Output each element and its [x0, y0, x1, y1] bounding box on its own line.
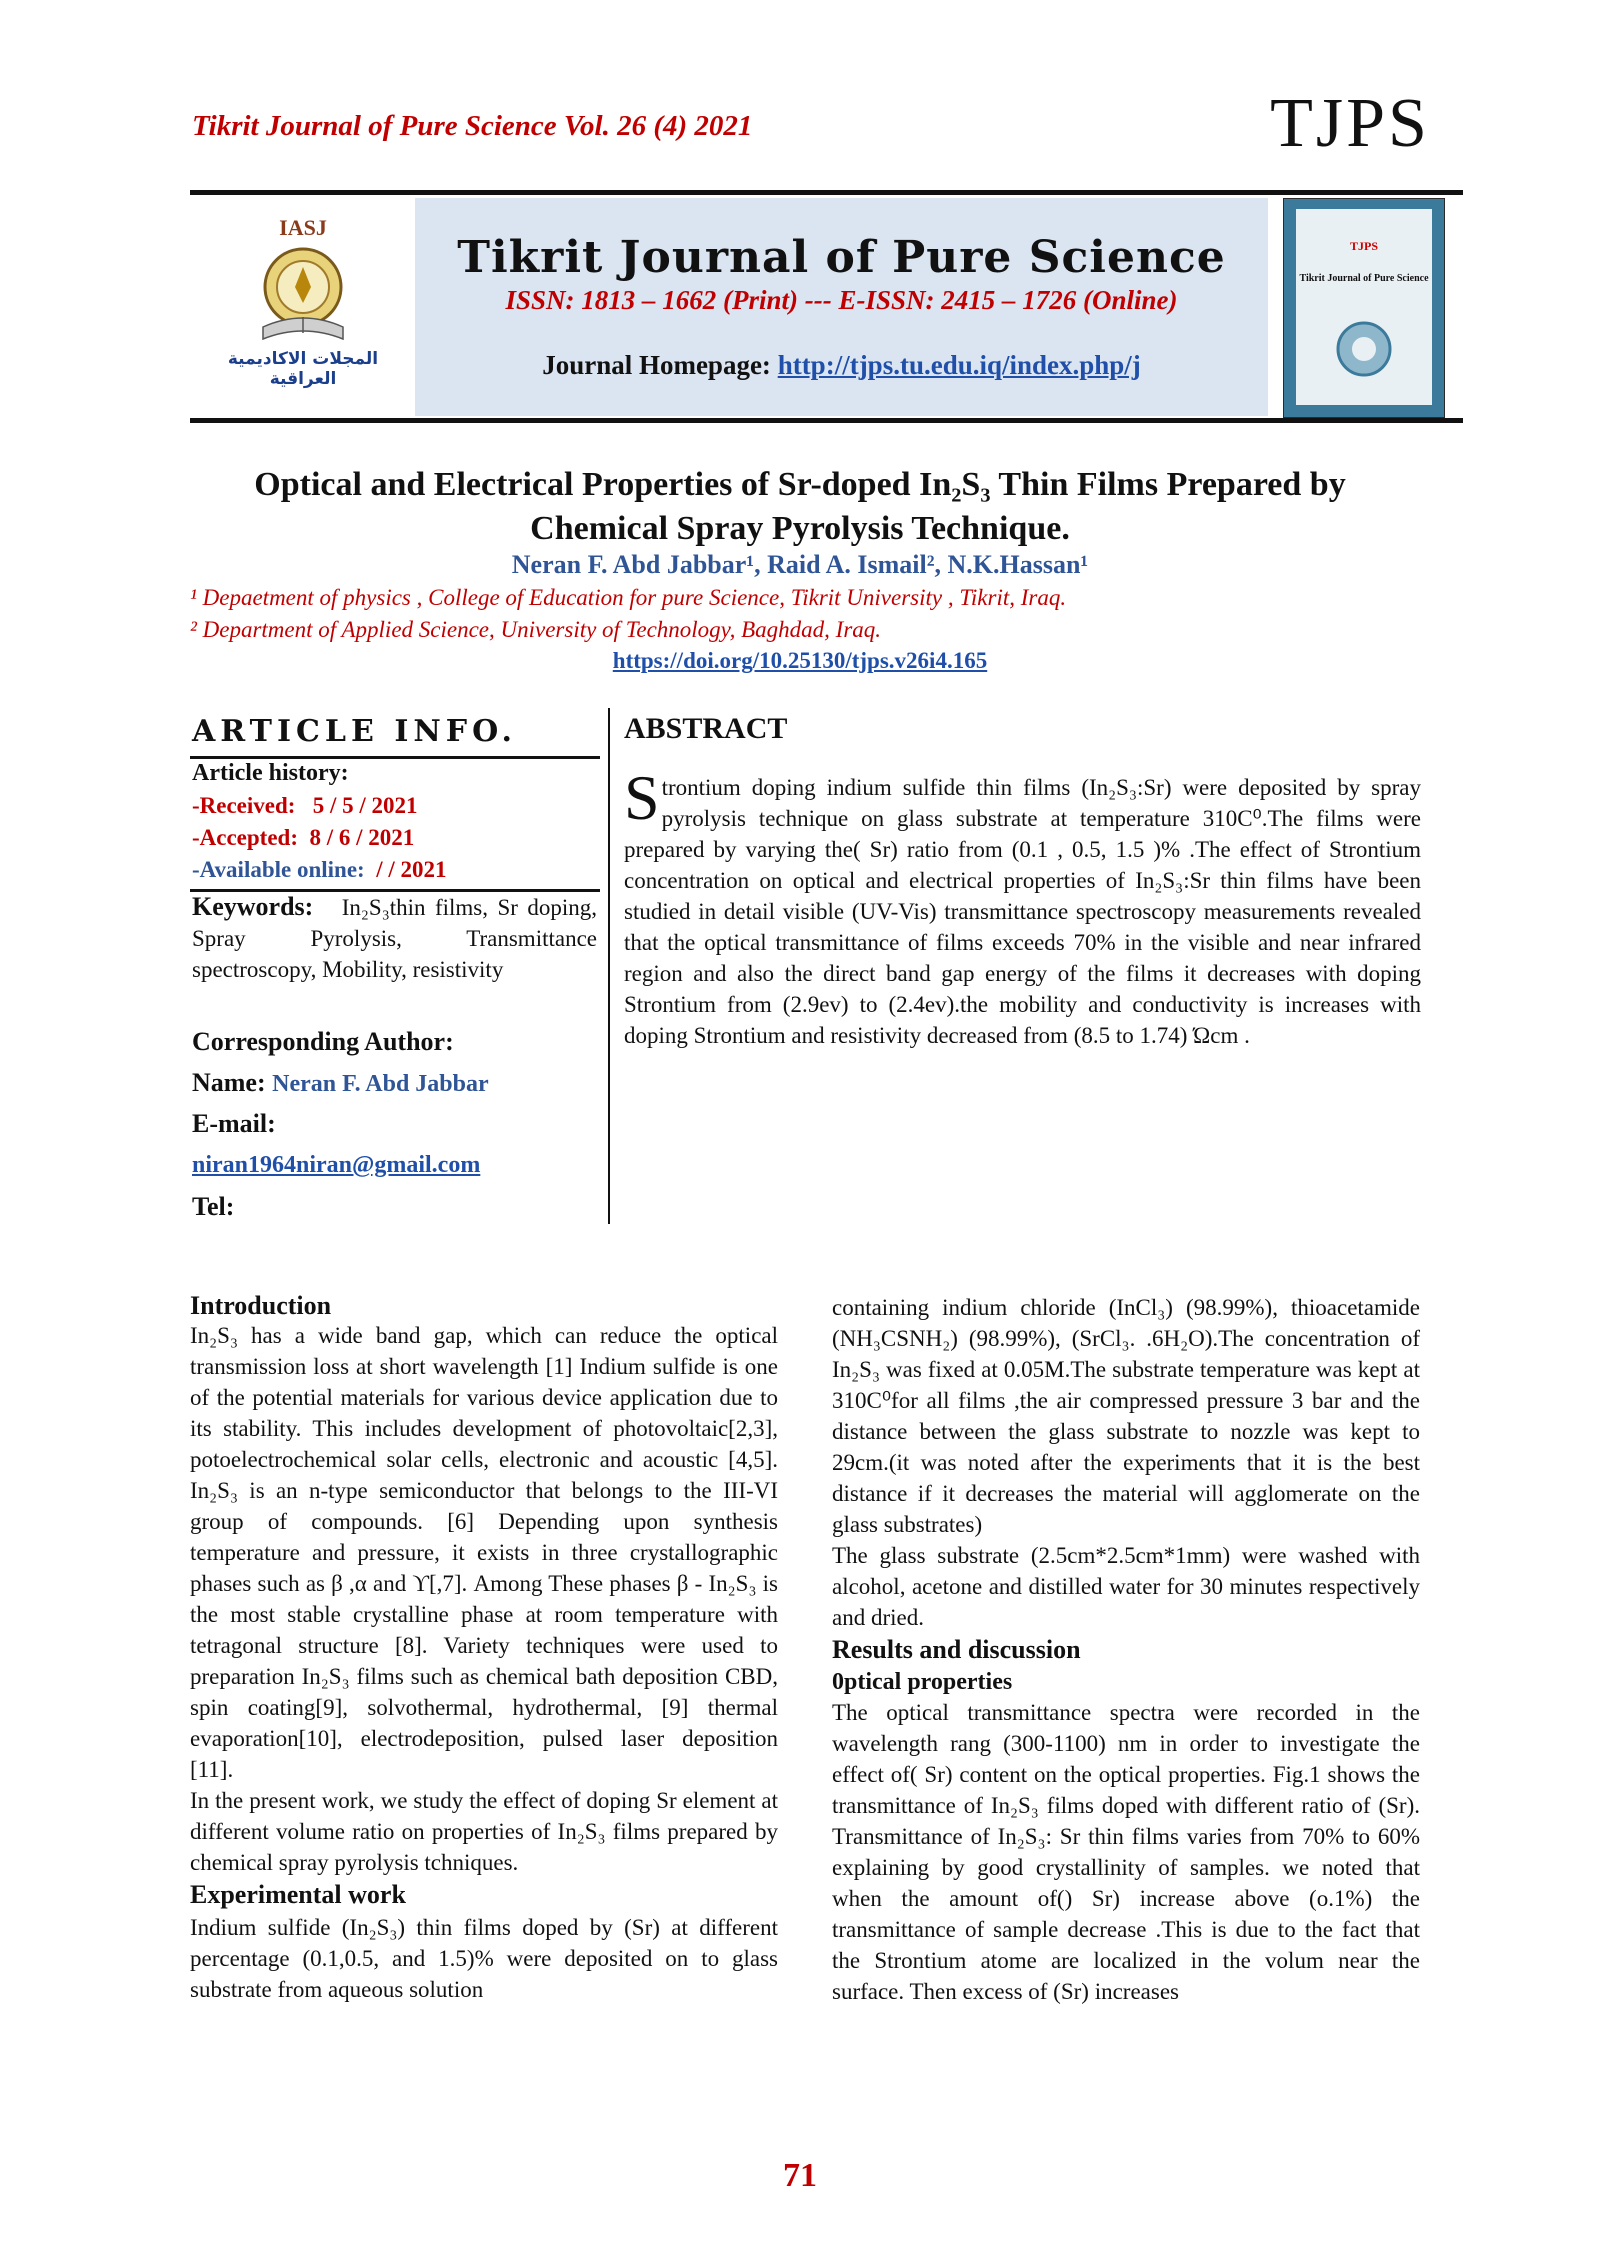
- page-number: 71: [783, 2157, 817, 2194]
- logo-text: IASJ: [279, 215, 327, 240]
- email-label: E-mail:: [192, 1109, 276, 1138]
- abstract-body: [624, 762, 1421, 1051]
- experimental-heading: Experimental work: [190, 1880, 406, 1909]
- emblem-icon: [253, 243, 353, 349]
- body-left-column: [190, 1292, 778, 2005]
- received-date: 5 / 5 / 2021: [312, 793, 418, 818]
- email-link[interactable]: niran1964niran@gmail.com: [192, 1152, 481, 1178]
- materials-paragraph: containing indium chloride (InCl₃) (98.99%), thioacetamide (NH₃CSNH₂) (98.99%), (SrCl₃. .6H₂O).The concentration of In₂S₃ was fixed at 0.05M.The substrate temperature was kept at 310C⁰for all films ,the air compressed pressure 3 bar and the distance between the glass substrate to nozzle was kept to 29cm.(it was noted after the experiments that it is the best distance if it decreases the material will agglomerate on the glass substrates): [832, 1295, 1420, 1537]
- optical-paragraph: The optical transmittance spectra were recorded in the wavelength rang (300-1100) nm in order to investigate the effect of( Sr) content on the optical properties. Fig.1 shows the transmittance of In₂S₃ films doped with different ratio of (Sr). Transmittance of In₂S₃: Sr thin films varies from 70% to 60% explaining by good crystallinity of samples. we noted that when the amount of() Sr) increase above (o.1%) the transmittance of sample decrease .This is due to the fact that the Strontium atome are localized in the volum near the surface. Then excess of (Sr) increases: [832, 1700, 1420, 2004]
- tel-label: Tel:: [192, 1192, 235, 1221]
- cover-title: Tikrit Journal of Pure Science: [1299, 273, 1429, 284]
- accepted-date: 8 / 6 / 2021: [309, 825, 415, 850]
- abstract-dropcap: S: [624, 762, 660, 833]
- optical-properties-heading: 0ptical properties: [832, 1669, 1013, 1695]
- logo-arabic-text: المجلات الاكاديمية العراقية: [227, 349, 379, 389]
- email: [192, 1152, 480, 1179]
- results-heading: Results and discussion: [832, 1635, 1081, 1664]
- journal-abbrev: TJPS: [1270, 85, 1430, 162]
- experimental-paragraph-1: Indium sulfide (In₂S₃) thin films doped by (Sr) at different percentage (0.1,0.5, and 1.5)% were deposited on to glass substrate from aqueous solution: [190, 1915, 778, 2002]
- introduction-paragraph-1: In₂S₃ has a wide band gap, which can reduce the optical transmission loss at short wavelength [1] Indium sulfide is one of the potential materials for various device application due to its stability. This includes development of photovoltaic[2,3], potoelectrochemical solar cells, electronic and acoustic [4,5]. In₂S₃ is an n-type semiconductor that belongs to the III-VI group of compounds. [6] Depending upon synthesis temperature and pressure, it exists in three crystallographic phases such as β ,α and ϒ[,7]. Among These phases β - In₂S₃ is the most stable crystalline phase at room temperature with tetragonal structure [8]. Variety techniques were used to preparation In₂S₃ films such as chemical bath deposition CBD, spin coating[9], solvothermal, hydrothermal, [9] thermal evaporation[10], electrodeposition, pulsed laser deposition [11].: [190, 1323, 778, 1782]
- paper-title: [180, 463, 1420, 551]
- author-name: Neran F. Abd Jabbar: [272, 1071, 489, 1097]
- author-name-row: [192, 1068, 489, 1098]
- abstract-heading: ABSTRACT: [624, 712, 788, 745]
- article-info-heading: ARTICLE INFO.: [192, 714, 517, 749]
- authors: Neran F. Abd Jabbar¹, Raid A. Ismail², N.K.Hassan¹: [511, 550, 1089, 579]
- title-line-2: Chemical Spray Pyrolysis Technique.: [530, 510, 1070, 547]
- article-history-label: Article history:: [192, 760, 349, 786]
- column-divider: [608, 708, 610, 1224]
- affiliation-1: ¹ Depaetment of physics , College of Education for pure Science, Tikrit University , Tikrit, Iraq.: [190, 585, 1067, 610]
- keywords-text: In₂S₃thin films, Sr doping, Spray Pyrolysis, Transmittance spectroscopy, Mobility, resistivity: [192, 895, 597, 982]
- journal-cover-image: [1283, 198, 1445, 418]
- introduction-paragraph-2: In the present work, we study the effect of doping Sr element at different volume ratio on properties of In₂S₃ films prepared by chemical spray pyrolysis tchniques.: [190, 1788, 778, 1875]
- keywords: [192, 891, 597, 985]
- accepted-row: [192, 822, 414, 853]
- doi-link[interactable]: https://doi.org/10.25130/tjps.v26i4.165: [612, 648, 988, 673]
- header-rule-top: [190, 190, 1463, 195]
- journal-homepage: [415, 350, 1268, 381]
- body-right-column: [832, 1292, 1420, 2007]
- title-line-1: Optical and Electrical Properties of Sr-doped In₂S₃ Thin Films Prepared by: [254, 466, 1346, 503]
- introduction-heading: Introduction: [190, 1291, 332, 1320]
- cover-inner: [1296, 209, 1432, 405]
- available-label: -Available online:: [192, 857, 365, 882]
- homepage-link[interactable]: http://tjps.tu.edu.iq/index.php/j: [777, 350, 1141, 380]
- issn: ISSN: 1813 – 1662 (Print) --- E-ISSN: 2415 – 1726 (Online): [505, 285, 1178, 315]
- available-row: [192, 854, 447, 885]
- received-row: [192, 790, 417, 821]
- doi: [180, 648, 1420, 674]
- available-date: / / 2021: [376, 857, 447, 882]
- homepage-label: Journal Homepage:: [542, 350, 771, 380]
- received-label: -Received:: [192, 793, 296, 818]
- running-title: Tikrit Journal of Pure Science Vol. 26 (4) 2021: [192, 110, 753, 142]
- cover-emblem-icon: [1334, 319, 1394, 379]
- abstract-text: trontium doping indium sulfide thin films (In₂S₃:Sr) were deposited by spray pyrolysis technique on glass substrate at temperature 310C⁰.The films were prepared by varying the( Sr) ratio from (0.1 , 0.5, 1.5 )% .The effect of Strontium concentration on optical and electrical properties of In₂S₃:Sr thin films have been studied in detail visible (UV-Vis) transmittance spectroscopy measurements revealed that the optical transmittance of films exceeds 70% in the visible and near infrared region and also the direct band gap energy of the films it decreases with doping Strontium from (2.9ev) to (2.4ev).the mobility and conductivity is increases with doping Strontium and resistivity decreased from (8.5 to 1.74) Ώcm .: [624, 775, 1421, 1048]
- name-label: Name:: [192, 1068, 266, 1097]
- corresponding-author-label: Corresponding Author:: [192, 1027, 454, 1056]
- journal-name: Tikrit Journal of Pure Science: [457, 232, 1226, 283]
- accepted-label: -Accepted:: [192, 825, 299, 850]
- substrate-paragraph: The glass substrate (2.5cm*2.5cm*1mm) were washed with alcohol, acetone and distilled water for 30 minutes respectively and dried.: [832, 1543, 1420, 1630]
- affiliation-2: ² Department of Applied Science, University of Technology, Baghdad, Iraq.: [190, 617, 882, 642]
- header-rule-bottom: [190, 418, 1463, 423]
- iasj-logo: [198, 215, 408, 410]
- keywords-label: Keywords:: [192, 892, 314, 921]
- cover-abbrev: TJPS: [1349, 239, 1378, 253]
